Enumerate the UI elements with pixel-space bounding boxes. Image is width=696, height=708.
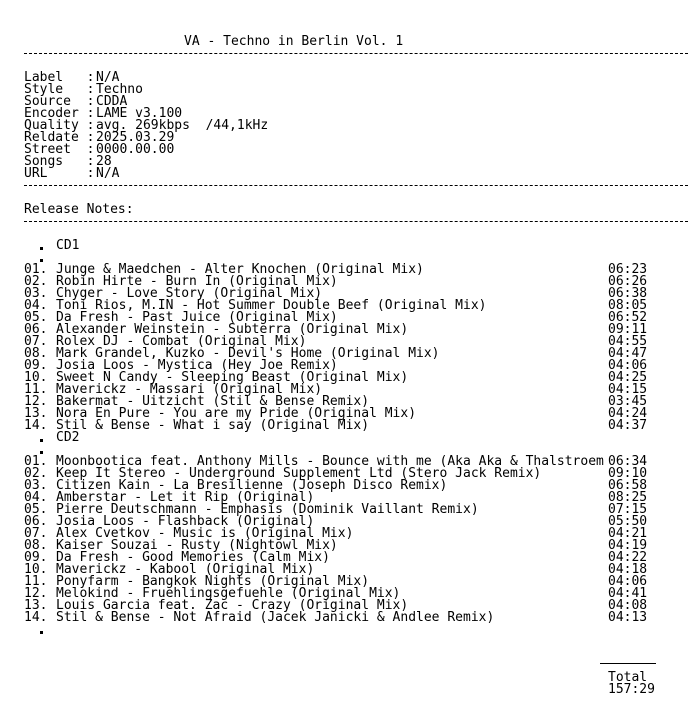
track-number: 11.: [24, 574, 48, 589]
track-number: 12.: [24, 586, 48, 601]
track-title: Nora En Pure - You are my Pride (Original Mix): [56, 406, 417, 421]
meta-key: Quality :: [24, 118, 95, 133]
meta-value: avg. 269kbps /44,1kHz: [96, 118, 269, 133]
track-number: 06.: [24, 514, 48, 529]
divider: [24, 215, 688, 227]
track-title: Alexander Weinstein - Subterra (Original Mix): [56, 322, 409, 337]
track-title: Da Fresh - Good Memories (Calm Mix): [56, 550, 330, 565]
track-duration: 05:50: [608, 514, 648, 529]
track-number: 07.: [24, 526, 48, 541]
total-label: Total: [608, 670, 648, 685]
track-duration: 06:26: [608, 274, 648, 289]
track-number: 08.: [24, 346, 48, 361]
bullet-dot: [40, 631, 43, 634]
track-number: 13.: [24, 406, 48, 421]
disc-header: [0, 432, 696, 444]
track-title: Louis Garcia feat. Zac - Crazy (Original Mix): [56, 598, 409, 613]
bullet-dot: [40, 247, 43, 250]
track-number: 06.: [24, 322, 48, 337]
track-duration: 08:05: [608, 298, 648, 313]
track-title: Junge & Maedchen - Alter Knochen (Original Mix): [56, 262, 424, 277]
bullet-dot: [40, 439, 43, 442]
track-duration: 04:37: [608, 418, 648, 433]
track-title: Maverickz - Kabool (Original Mix): [56, 562, 315, 577]
track-title: Josia Loos - Flashback (Original): [56, 514, 315, 529]
track-number: 12.: [24, 394, 48, 409]
track-title: Chyger - Love Story (Original Mix): [56, 286, 323, 301]
track-title: Melokind - Fruehlingsgefuehle (Original Mix): [56, 586, 401, 601]
meta-value: LAME v3.100: [96, 106, 183, 121]
track-number: 05.: [24, 502, 48, 517]
track-title: Ponyfarm - Bangkok Nights (Original Mix): [56, 574, 370, 589]
track-duration: 06:52: [608, 310, 648, 325]
track-number: 04.: [24, 298, 48, 313]
release-notes-label: Release Notes:: [24, 202, 134, 217]
meta-value: N/A: [96, 70, 120, 85]
meta-value: 2025.03.29: [96, 130, 175, 145]
track-title: Moonbootica feat. Anthony Mills - Bounce with me (Aka Aka & Thalstroem: [56, 454, 604, 469]
meta-value: 0000.00.00: [96, 142, 175, 157]
track-number: 02.: [24, 466, 48, 481]
track-duration: 08:25: [608, 490, 648, 505]
track-title: Stil & Bense - What i say (Original Mix): [56, 418, 370, 433]
track-number: 05.: [24, 310, 48, 325]
track-title: Josia Loos - Mystica (Hey Joe Remix): [56, 358, 338, 373]
track-title: Citizen Kain - La Bresilienne (Joseph Disco Remix): [56, 478, 448, 493]
track-row: [0, 420, 696, 432]
track-duration: 09:11: [608, 322, 648, 337]
meta-value: N/A: [96, 166, 120, 181]
track-duration: 04:25: [608, 370, 648, 385]
track-number: 03.: [24, 478, 48, 493]
track-number: 08.: [24, 538, 48, 553]
track-row: [0, 612, 696, 624]
track-title: Toni Rios, M.IN - Hot Summer Double Beef (Original Mix): [56, 298, 487, 313]
track-duration: 04:41: [608, 586, 648, 601]
meta-key: Encoder :: [24, 106, 95, 121]
track-title: Rolex DJ - Combat (Original Mix): [56, 334, 307, 349]
track-number: 02.: [24, 274, 48, 289]
disc-label: CD1: [56, 238, 80, 253]
track-duration: 04:19: [608, 538, 648, 553]
divider: [24, 47, 688, 59]
track-duration: 04:13: [608, 610, 648, 625]
meta-value: 28: [96, 154, 112, 169]
track-duration: 06:34: [608, 454, 648, 469]
track-duration: 07:15: [608, 502, 648, 517]
track-number: 01.: [24, 454, 48, 469]
disc-header: [0, 240, 696, 252]
track-duration: 04:21: [608, 526, 648, 541]
track-duration: 04:24: [608, 406, 648, 421]
meta-key: URL :: [24, 166, 95, 181]
track-duration: 04:18: [608, 562, 648, 577]
meta-value: CDDA: [96, 94, 128, 109]
track-number: 14.: [24, 418, 48, 433]
release-title: VA - Techno in Berlin Vol. 1: [184, 34, 404, 49]
release-notes-line: [0, 192, 696, 217]
track-title: Robin Hirte - Burn In (Original Mix): [56, 274, 338, 289]
total-time: 157:29: [608, 682, 655, 697]
track-title: Kaiser Souzai - Rusty (Nightowl Mix): [56, 538, 338, 553]
track-number: 14.: [24, 610, 48, 625]
disc-label: CD2: [56, 430, 80, 445]
divider: [24, 179, 688, 191]
track-number: 04.: [24, 490, 48, 505]
track-duration: 04:06: [608, 574, 648, 589]
track-duration: 06:23: [608, 262, 648, 277]
meta-key: Reldate :: [24, 130, 95, 145]
track-number: 01.: [24, 262, 48, 277]
track-number: 03.: [24, 286, 48, 301]
meta-key: Songs :: [24, 154, 95, 169]
track-title: Amberstar - Let it Rip (Original): [56, 490, 315, 505]
track-duration: 04:55: [608, 334, 648, 349]
meta-key: Label :: [24, 70, 95, 85]
track-number: 09.: [24, 358, 48, 373]
track-title: Maverickz - Massari (Original Mix): [56, 382, 323, 397]
track-number: 09.: [24, 550, 48, 565]
track-duration: 09:10: [608, 466, 648, 481]
track-title: Alex Cvetkov - Music is (Original Mix): [56, 526, 354, 541]
track-number: 11.: [24, 382, 48, 397]
track-duration: 06:58: [608, 478, 648, 493]
track-number: 13.: [24, 598, 48, 613]
meta-value: Techno: [96, 82, 143, 97]
meta-key: Source :: [24, 94, 95, 109]
track-duration: 04:47: [608, 346, 648, 361]
track-number: 07.: [24, 334, 48, 349]
track-duration: 04:22: [608, 550, 648, 565]
track-title: Bakermat - Uitzicht (Stil & Bense Remix): [56, 394, 370, 409]
track-duration: 03:45: [608, 394, 648, 409]
track-title: Keep It Stereo - Underground Supplement Ltd (Stero Jack Remix): [56, 466, 542, 481]
track-title: Stil & Bense - Not Afraid (Jacek Janicki & Andlee Remix): [56, 610, 495, 625]
track-number: 10.: [24, 562, 48, 577]
track-title: Sweet N Candy - Sleeping Beast (Original Mix): [56, 370, 409, 385]
meta-key: Style :: [24, 82, 95, 97]
track-duration: 04:08: [608, 598, 648, 613]
track-number: 10.: [24, 370, 48, 385]
track-title: Da Fresh - Past Juice (Original Mix): [56, 310, 338, 325]
total-rule: [600, 663, 656, 664]
track-title: Mark Grandel, Kuzko - Devil's Home (Original Mix): [56, 346, 440, 361]
meta-key: Street :: [24, 142, 95, 157]
track-duration: 06:38: [608, 286, 648, 301]
track-title: Pierre Deutschmann - Emphasis (Dominik Vaillant Remix): [56, 502, 479, 517]
track-duration: 04:15: [608, 382, 648, 397]
track-duration: 04:06: [608, 358, 648, 373]
